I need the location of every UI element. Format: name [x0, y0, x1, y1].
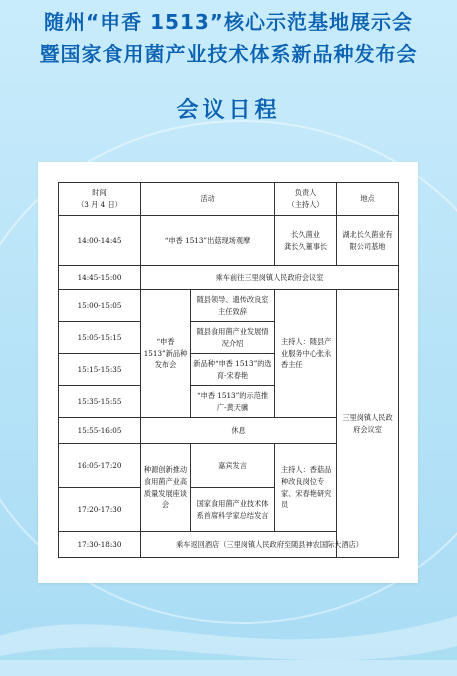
activity-cell: 乘车返回酒店（三里岗镇人民政府至随县神农国际大酒店）: [141, 532, 399, 558]
table-header-row: [59, 183, 399, 216]
table-row: [59, 266, 399, 290]
time-cell: 17:30-18:30: [59, 532, 141, 558]
event-title-line1: 随州“申香 1513”核心示范基地展示会: [44, 10, 413, 34]
activity-cell: 新品种“申香 1513”的选育-宋春艳: [191, 354, 275, 386]
person-cell: 长久菌业 龚长久董事长: [275, 216, 337, 266]
header-time: 时间 （3 月 4 日）: [59, 183, 141, 216]
activity-cell: 随县领导、遗传改良室主任致辞: [191, 290, 275, 322]
header-activity: 活动: [141, 183, 275, 216]
session-label: 种源创新推动食用菌产业高质量发展座谈会: [141, 444, 191, 532]
header-person: 负责人 （主持人）: [275, 183, 337, 216]
time-cell: 16:05-17:20: [59, 444, 141, 488]
activity-cell: 乘车前往三里岗镇人民政府会议室: [141, 266, 399, 290]
activity-cell: “申香 1513”出菇现场观摩: [141, 216, 275, 266]
activity-cell: 休息: [141, 418, 337, 444]
session-host: 主持人：香菇品种改良岗位专家、宋春艳研究员: [275, 444, 337, 532]
time-cell: 17:20-17:30: [59, 488, 141, 532]
activity-cell: 国家食用菌产业技术体系首席科学家总结发言: [191, 488, 275, 532]
header-location: 地点: [337, 183, 399, 216]
agenda-table: [58, 182, 399, 558]
time-cell: 14:45-15:00: [59, 266, 141, 290]
session-label: “申香 1513”新品种发布会: [141, 290, 191, 418]
table-row: [59, 216, 399, 266]
activity-cell: “申香 1513”的示范推广-黄天骥: [191, 386, 275, 418]
location-cell: 三里岗镇人民政府会议室: [337, 290, 399, 558]
session-host: 主持人：随县产业服务中心张永香主任: [275, 290, 337, 418]
agenda-card: [38, 162, 418, 583]
time-cell: 15:15-15:35: [59, 354, 141, 386]
activity-cell: 嘉宾发言: [191, 444, 275, 488]
activity-cell: 随县食用菌产业发展情况介绍: [191, 322, 275, 354]
agenda-title: 会议日程: [176, 98, 281, 123]
time-cell: 15:05-15:15: [59, 322, 141, 354]
time-cell: 15:35-15:55: [59, 386, 141, 418]
time-cell: 15:55-16:05: [59, 418, 141, 444]
bottom-strip: [0, 660, 457, 676]
time-cell: 15:00-15:05: [59, 290, 141, 322]
event-title-line2: 暨国家食用菌产业技术体系新品种发布会: [39, 42, 418, 66]
table-row: [59, 290, 399, 322]
table-row: [59, 532, 399, 558]
location-cell: 湖北长久菌业有限公司基地: [337, 216, 399, 266]
time-cell: 14:00-14:45: [59, 216, 141, 266]
